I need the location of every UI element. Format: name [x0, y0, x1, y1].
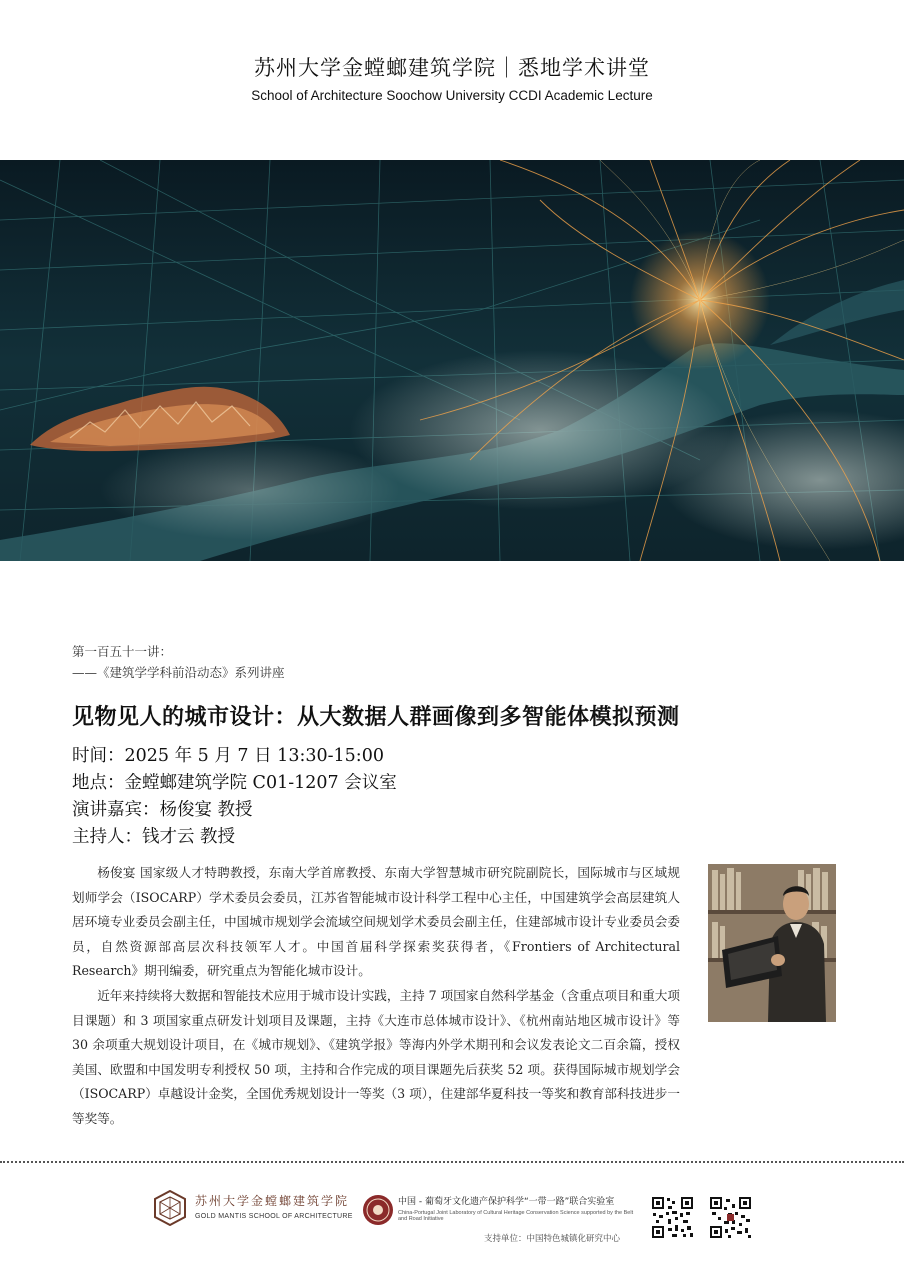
- gold-mantis-name-cn: 苏州大学金螳螂建筑学院: [195, 1194, 350, 1208]
- footer: [0, 1180, 904, 1280]
- gold-mantis-name-en: GOLD MANTIS SCHOOL OF ARCHITECTURE: [195, 1213, 353, 1220]
- qr-code-icon[interactable]: [708, 1195, 753, 1240]
- speaker-photo: [708, 864, 836, 1022]
- joint-lab-name-en: China-Portugal Joint Laboratory of Cultural Heritage Conservation Science supported by the Belt and Road Initiative: [398, 1210, 634, 1222]
- qr-code-icon[interactable]: [650, 1195, 695, 1240]
- lecture-time: 时间：2025 年 5 月 7 日 13:30-15:00: [72, 746, 384, 766]
- lecture-number: 第一百五十一讲：: [72, 644, 173, 659]
- header: [0, 52, 904, 103]
- lecture-series: [72, 641, 285, 683]
- city-data-visualization: [0, 160, 904, 561]
- gold-mantis-logo-text: [195, 1192, 353, 1220]
- gold-mantis-logo-icon: [152, 1190, 188, 1226]
- joint-lab-text: [398, 1194, 643, 1222]
- speaker-bio: [72, 861, 680, 1132]
- hero-image: [0, 160, 904, 561]
- joint-lab-name-cn: 中国 - 葡萄牙文化遗产保护科学“一带一路”联合实验室: [398, 1197, 615, 1207]
- lecture-place: 地点：金螳螂建筑学院 C01-1207 会议室: [72, 773, 397, 793]
- lecture-host: 主持人：钱才云 教授: [72, 827, 236, 847]
- lecture-speaker: 演讲嘉宾：杨俊宴 教授: [72, 800, 253, 820]
- bio-paragraph-2: 近年来持续将大数据和智能技术应用于城市设计实践，主持 7 项国家自然科学基金（含重点项目和重大项目课题）和 3 项国家重点研发计划项目及课题，主持《大连市总体城市设计》、《杭州南站地区城市设计》等 30 余项重大规划设计项目，在《城市规划》、《建筑学报》等海内外学术期刊和会议发表论文二百余篇，授权美国、欧盟和中国发明专利授权 50 项，主持和合作完成的项目课题先后获奖 52 项。获得国际城市规划学会（ISOCARP）卓越设计金奖，全国优秀规划设计一等奖（3 项），住建部华夏科技一等奖和教育部科技进步一等奖等。: [72, 987, 680, 1126]
- lecture-series-name: ——《建筑学学科前沿动态》系列讲座: [72, 665, 285, 680]
- header-title-cn: 苏州大学金螳螂建筑学院｜悉地学术讲堂: [254, 56, 650, 80]
- header-title-en: School of Architecture Soochow University CCDI Academic Lecture: [251, 88, 653, 103]
- joint-lab-seal-icon: [362, 1194, 394, 1226]
- bio-paragraph-1: 杨俊宴 国家级人才特聘教授，东南大学首席教授、东南大学智慧城市研究院副院长，国际城市与区域规划师学会（ISOCARP）学术委员会委员，江苏省智能城市设计科学工程中心主任，中国建筑学会高层建筑人居环境专业委员会副主任，中国城市规划学会流域空间规划学术委员会副主任，住建部城市设计专业委员会委员，自然资源部高层次科技领军人才。中国首届科学探索奖获得者，《Frontiers of Architectural Research》期刊编委，研究重点为智能化城市设计。: [72, 865, 680, 979]
- lecture-title: 见物见人的城市设计：从大数据人群画像到多智能体模拟预测: [72, 705, 680, 730]
- support-unit: 支持单位：中国特色城镇化研究中心: [484, 1234, 621, 1244]
- lecture-meta: [72, 743, 397, 851]
- footer-divider: [0, 1161, 904, 1163]
